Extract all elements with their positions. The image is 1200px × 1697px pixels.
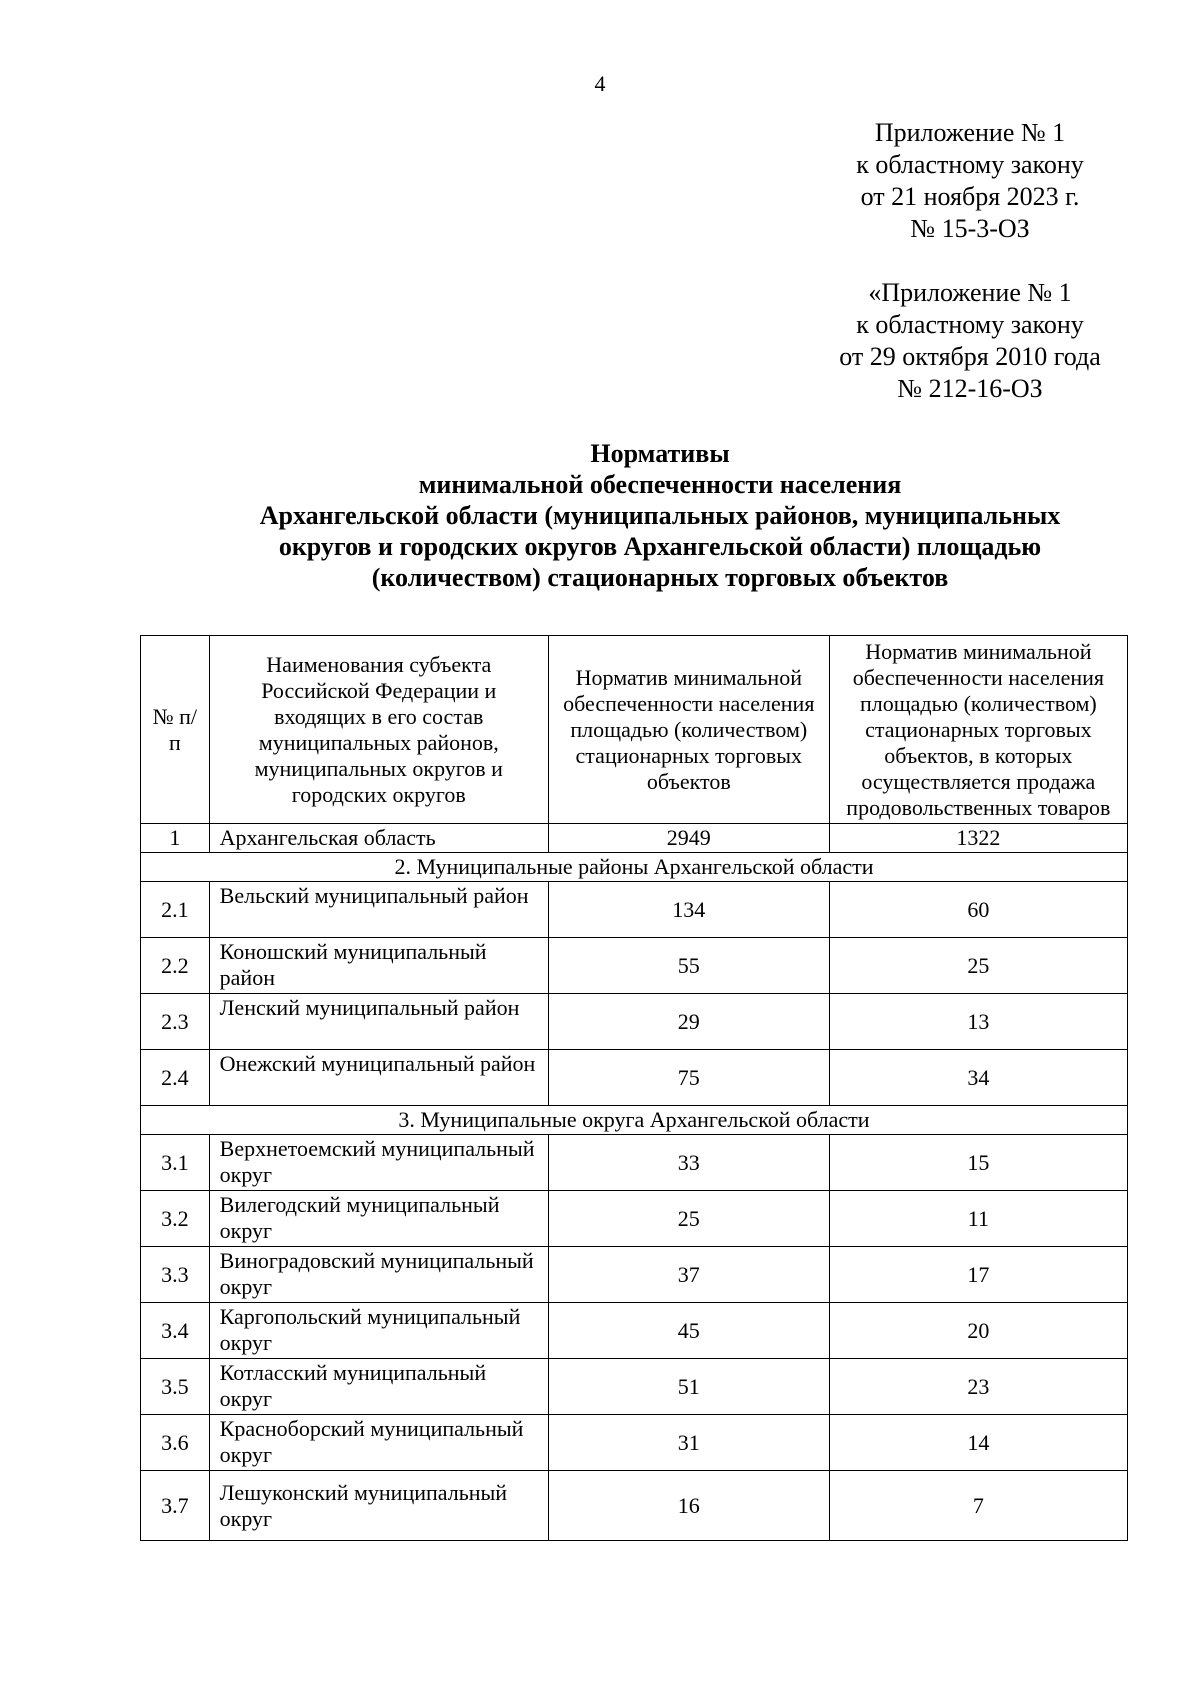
row-norm-food: 20 [829,1303,1127,1359]
row-norm-total: 33 [548,1135,829,1191]
row-name: Архангельская область [209,824,548,853]
row-name: Котласский муниципальный округ [209,1359,548,1415]
page-number: 4 [594,71,606,96]
row-number: 3.7 [141,1471,210,1541]
row-norm-food: 25 [829,938,1127,994]
appendix-new-line: к областному закону [856,150,1084,179]
row-number: 3.1 [141,1135,210,1191]
table-row [141,1303,1128,1359]
section-title: 2. Муниципальные районы Архангельской области [141,853,1128,882]
row-norm-total: 37 [548,1247,829,1303]
row-name: Ленский муниципальный район [209,994,548,1050]
row-norm-food: 23 [829,1359,1127,1415]
row-norm-total: 51 [548,1359,829,1415]
row-norm-food: 1322 [829,824,1127,853]
table-row [141,1191,1128,1247]
row-norm-food: 17 [829,1247,1127,1303]
header-norm-total: Норматив минимальной обеспеченности населения площадью (количеством) стационарных торговых объектов [548,636,829,824]
appendix-new-line: № 15-3-ОЗ [910,214,1030,243]
document-title [150,438,1170,593]
row-norm-total: 45 [548,1303,829,1359]
row-norm-total: 16 [548,1471,829,1541]
row-number: 1 [141,824,210,853]
table-row [141,1050,1128,1106]
row-norm-food: 7 [829,1471,1127,1541]
row-norm-food: 34 [829,1050,1127,1106]
section-title: 3. Муниципальные округа Архангельской области [141,1106,1128,1135]
table-row [141,994,1128,1050]
row-norm-food: 15 [829,1135,1127,1191]
row-norm-food: 60 [829,882,1127,938]
header-number: № п/п [141,636,210,824]
row-norm-food: 13 [829,994,1127,1050]
row-norm-total: 29 [548,994,829,1050]
row-name: Виноградовский муниципальный округ [209,1247,548,1303]
row-number: 3.2 [141,1191,210,1247]
table-row-region [141,824,1128,853]
table-row [141,882,1128,938]
row-number: 2.3 [141,994,210,1050]
row-number: 3.4 [141,1303,210,1359]
row-name: Вилегодский муниципальный округ [209,1191,548,1247]
row-number: 2.1 [141,882,210,938]
appendix-old-line: к областному закону [856,310,1084,339]
table-row [141,1415,1128,1471]
row-number: 2.4 [141,1050,210,1106]
table-header-row [141,636,1128,824]
row-norm-total: 25 [548,1191,829,1247]
row-name: Каргопольский муниципальный округ [209,1303,548,1359]
title-line: минимальной обеспеченности населения [418,470,902,499]
title-line: округов и городских округов Архангельской области) площадью [278,532,1042,561]
row-name: Верхнетоемский муниципальный округ [209,1135,548,1191]
row-name: Лешуконский муниципальный округ [209,1471,548,1541]
appendix-old-line: № 212-16-ОЗ [897,374,1043,403]
row-norm-food: 14 [829,1415,1127,1471]
row-name: Вельский муниципальный район [209,882,548,938]
title-line: (количеством) стационарных торговых объектов [371,563,949,592]
appendix-old-line: от 29 октября 2010 года [839,342,1101,371]
row-norm-total: 31 [548,1415,829,1471]
table-row [141,1135,1128,1191]
row-norm-total: 75 [548,1050,829,1106]
row-number: 3.6 [141,1415,210,1471]
row-number: 2.2 [141,938,210,994]
table-row [141,1359,1128,1415]
row-name: Онежский муниципальный район [209,1050,548,1106]
row-name: Красноборский муниципальный округ [209,1415,548,1471]
appendix-old-line: «Приложение № 1 [868,278,1072,307]
row-norm-total: 2949 [548,824,829,853]
section-header-row [141,1106,1128,1135]
row-norm-total: 55 [548,938,829,994]
row-number: 3.3 [141,1247,210,1303]
appendix-new-line: от 21 ноября 2023 г. [860,182,1080,211]
table-row [141,1247,1128,1303]
row-name: Коношский муниципальный район [209,938,548,994]
table-row [141,1471,1128,1541]
row-number: 3.5 [141,1359,210,1415]
appendix-new-line: Приложение № 1 [874,118,1066,147]
header-name: Наименования субъекта Российской Федерации и входящих в его состав муниципальных районов, муниципальных округов и городских округов [209,636,548,824]
appendix-reference-new-law [830,117,1110,245]
appendix-reference-old-law [830,277,1110,405]
header-norm-food: Норматив минимальной обеспеченности населения площадью (количеством) стационарных торговых объектов, в которых осуществляется продажа продовольственных товаров [829,636,1127,824]
title-line: Архангельской области (муниципальных районов, муниципальных [259,501,1061,530]
title-line: Нормативы [590,439,730,468]
row-norm-food: 11 [829,1191,1127,1247]
row-norm-total: 134 [548,882,829,938]
table-row [141,938,1128,994]
norms-table [140,635,1128,1541]
section-header-row [141,853,1128,882]
